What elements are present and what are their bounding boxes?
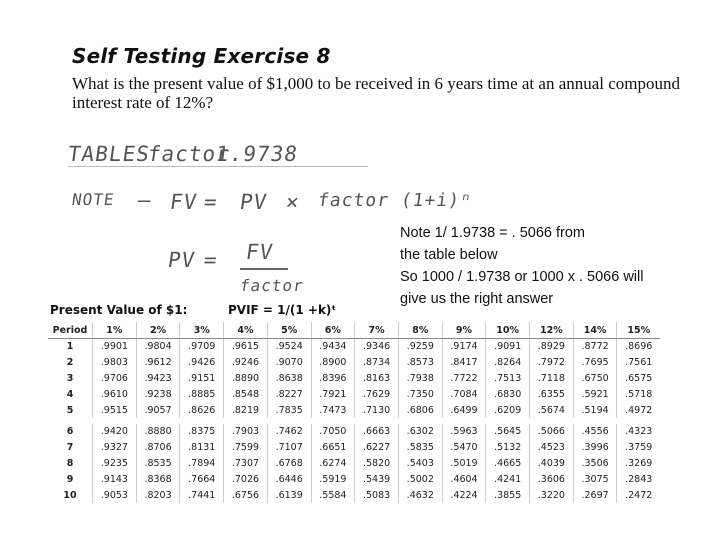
period-cell: 6 [48,424,93,440]
hw-fv: FV [168,190,199,214]
table-cell: .8772 [573,339,617,355]
table-cell: .5470 [442,440,486,456]
table-row [48,355,660,371]
table-cell: .9804 [136,339,180,355]
table-cell: .7695 [573,355,617,371]
table-cell: .4604 [442,471,486,487]
table-cell: .8696 [625,341,653,353]
hw-denominator-factor: factor [238,276,306,295]
period-cell: 7 [48,440,93,456]
table-cell: .6274 [311,456,355,472]
table-cell: .8375 [180,424,224,440]
table-cell: .9057 [136,402,180,418]
hw-numerator-fv: FV [244,240,275,264]
table-cell: .5921 [573,386,617,402]
table-cell: .8163 [355,371,399,387]
table-cell: .8929 [530,339,574,355]
table-cell: .7629 [355,386,399,402]
table-row [48,402,660,418]
table-cell: .9612 [136,355,180,371]
table-cell: .8219 [224,402,268,418]
table-cell: .9434 [311,339,355,355]
table-cell: .5066 [530,424,574,440]
table-cell: .2697 [573,487,617,503]
hw-equals-1: = [202,190,220,214]
table-cell: .7026 [224,471,268,487]
table-cell: .6750 [573,371,617,387]
table-cell: .7084 [442,386,486,402]
period-cell: 10 [48,487,93,503]
table-cell: .3759 [625,442,653,454]
table-title: Present Value of $1: [50,303,188,317]
table-cell: .3269 [625,457,653,469]
hw-pv-2: PV [166,248,197,272]
table-cell: .6499 [442,402,486,418]
table-cell: .5439 [355,471,399,487]
table-cell: .5674 [530,402,574,418]
period-cell: 5 [48,402,93,418]
table-cell: .5002 [398,471,442,487]
hw-dash: – [136,188,154,212]
column-header: 10% [486,322,530,339]
note-line: So 1000 / 1.9738 or 1000 x . 5066 will [400,269,644,285]
explanation-note [400,222,700,310]
table-cell: .9706 [93,371,137,387]
period-cell: 2 [48,355,93,371]
table-cell: .8734 [355,355,399,371]
hw-pv: PV [238,190,269,214]
column-header: 3% [180,322,224,339]
hw-factor-value: 1.9738 [214,142,300,166]
table-cell: .6806 [398,402,442,418]
table-cell: .7664 [180,471,224,487]
table-cell: .9053 [93,487,137,503]
table-cell: .5132 [486,440,530,456]
table-cell: .8573 [398,355,442,371]
table-cell: .8264 [486,355,530,371]
hw-equals-2: = [202,248,220,272]
table-row [48,424,660,440]
table-cell: .7473 [311,402,355,418]
table-cell: .3606 [530,471,574,487]
table-cell: .9346 [355,339,399,355]
table-cell: .7350 [398,386,442,402]
table-cell: .7050 [311,424,355,440]
table-cell: .9426 [180,355,224,371]
table-cell: .9524 [267,339,311,355]
table-cell: .7903 [224,424,268,440]
column-header: Period [48,322,93,339]
column-header: 9% [442,322,486,339]
table-cell: .5820 [355,456,399,472]
table-cell: .3506 [573,456,617,472]
table-cell: .9420 [93,424,137,440]
table-cell: .7894 [180,456,224,472]
table-cell: .9423 [136,371,180,387]
table-cell: .7561 [625,357,653,369]
column-header: 14% [573,322,617,339]
table-cell: .9515 [93,402,137,418]
table-body [48,339,660,503]
table-cell: .8548 [224,386,268,402]
table-cell: .7307 [224,456,268,472]
table-cell: .7972 [530,355,574,371]
table-cell: .4665 [486,456,530,472]
period-cell: 9 [48,471,93,487]
table-cell: .6355 [530,386,574,402]
table-cell: .9238 [136,386,180,402]
table-cell: .6209 [486,402,530,418]
table-cell: .7599 [224,440,268,456]
table-cell: .9151 [180,371,224,387]
hw-fraction-bar [240,268,288,270]
table-cell: .8368 [136,471,180,487]
present-value-table [48,322,660,503]
table-header-row [48,322,660,339]
table-cell: .9709 [180,339,224,355]
table-cell: .9327 [93,440,137,456]
exercise-question: What is the present value of $1,000 to be received in 6 years time at an annual compound interest rate of 12%? [72,74,681,112]
table-cell: .6830 [486,386,530,402]
table-cell: .7441 [180,487,224,503]
table-cell: .5645 [486,424,530,440]
table-cell: .5083 [355,487,399,503]
note-line: Note 1/ 1.9738 = . 5066 from [400,225,585,241]
table-cell: .9143 [93,471,137,487]
hw-underline [68,166,368,167]
table-cell: .4241 [486,471,530,487]
table-cell: .7118 [530,371,574,387]
table-cell: .4556 [573,424,617,440]
table-cell: .4224 [442,487,486,503]
period-cell: 3 [48,371,93,387]
table-cell: .9235 [93,456,137,472]
table-row [48,386,660,402]
table-cell: .7513 [486,371,530,387]
table-row [48,440,660,456]
table-cell: .8890 [224,371,268,387]
table-cell: .7107 [267,440,311,456]
table-cell: .8417 [442,355,486,371]
column-header: 5% [267,322,311,339]
table-cell: .4972 [625,404,653,416]
table-cell: .8626 [180,402,224,418]
table-cell: .8535 [136,456,180,472]
table-row [48,371,660,387]
table-cell: .8900 [311,355,355,371]
table-cell: .9803 [93,355,137,371]
table-cell: .5835 [398,440,442,456]
table-cell: .6651 [311,440,355,456]
table-cell: .6446 [267,471,311,487]
table-cell: .2843 [625,473,653,485]
hw-tables-label: TABLES [66,142,152,166]
table-cell: .5718 [625,388,653,400]
table-cell: .5194 [573,402,617,418]
table-cell: .9091 [486,339,530,355]
column-header: 2% [136,322,180,339]
table-row [48,456,660,472]
note-line: give us the right answer [400,291,554,307]
column-header: 1% [93,322,137,339]
table-cell: .7938 [398,371,442,387]
table-cell: .4523 [530,440,574,456]
column-header: 15% [617,322,660,339]
hw-note-label: NOTE [70,190,116,209]
table-cell: .9610 [93,386,137,402]
exercise-title: Self Testing Exercise 8 [72,44,331,68]
table-cell: .3996 [573,440,617,456]
table-cell: .9259 [398,339,442,355]
table-row [48,339,660,355]
table-cell: .9246 [224,355,268,371]
note-line: the table below [400,247,498,263]
column-header: 7% [355,322,399,339]
table-cell: .3855 [486,487,530,503]
hw-factor-label: factor [146,142,232,166]
column-header: 12% [530,322,574,339]
table-cell: .2472 [625,489,653,501]
hw-times: × [284,190,302,214]
table-cell: .7462 [267,424,311,440]
table-cell: .4632 [398,487,442,503]
table-cell: .3075 [573,471,617,487]
table-cell: .7921 [311,386,355,402]
table-row [48,487,660,503]
table-cell: .6663 [355,424,399,440]
table-cell: .3220 [530,487,574,503]
table-cell: .5403 [398,456,442,472]
table-cell: .9070 [267,355,311,371]
table-cell: .7835 [267,402,311,418]
table-cell: .6139 [267,487,311,503]
column-header: 6% [311,322,355,339]
table-cell: .5584 [311,487,355,503]
table-cell: .4039 [530,456,574,472]
table-cell: .8131 [180,440,224,456]
hw-factor-expression: factor (1+i)ⁿ [316,190,474,211]
table-cell: .5019 [442,456,486,472]
column-header: 8% [398,322,442,339]
table-cell: .5919 [311,471,355,487]
table-cell: .8227 [267,386,311,402]
table-cell: .9174 [442,339,486,355]
table-cell: .8706 [136,440,180,456]
table-row [48,471,660,487]
table-cell: .8880 [136,424,180,440]
table-cell: .7722 [442,371,486,387]
table-cell: .7130 [355,402,399,418]
table-cell: .8396 [311,371,355,387]
table-cell: .6768 [267,456,311,472]
table-cell: .9901 [93,339,137,355]
table-formula: PVIF = 1/(1 +k)ᵗ [228,303,337,317]
table-cell: .6756 [224,487,268,503]
period-cell: 4 [48,386,93,402]
table-cell: .4323 [625,426,653,438]
table-cell: .5963 [442,424,486,440]
table-cell: .6302 [398,424,442,440]
table-cell: .8638 [267,371,311,387]
table-cell: .9615 [224,339,268,355]
table-cell: .8885 [180,386,224,402]
table-cell: .8203 [136,487,180,503]
column-header: 4% [224,322,268,339]
table-cell: .6227 [355,440,399,456]
period-cell: 1 [48,339,93,355]
period-cell: 8 [48,456,93,472]
table-cell: .6575 [625,372,653,384]
